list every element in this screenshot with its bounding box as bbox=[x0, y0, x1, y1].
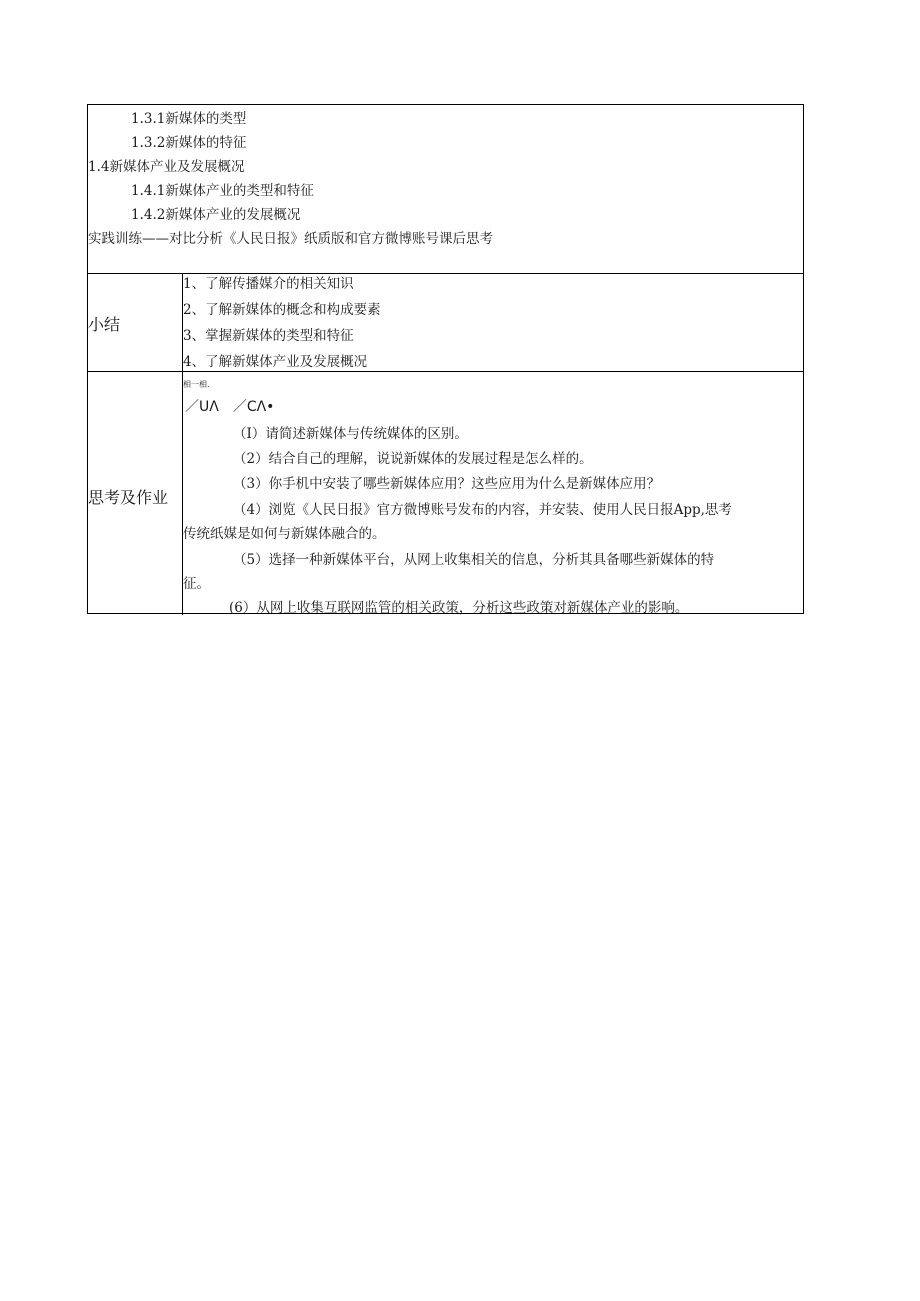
summary-row bbox=[88, 274, 803, 372]
summary-item-3: 3、掌握新媒体的类型和特征 bbox=[183, 328, 354, 344]
homework-label-cell bbox=[88, 372, 183, 615]
lesson-plan-table bbox=[87, 104, 804, 614]
summary-label-cell bbox=[88, 274, 183, 371]
homework-glyphs: ／UΛ ／CΛ• bbox=[185, 399, 275, 415]
outline-line-1-4-2: 1.4.2新媒体产业的发展概况 bbox=[131, 207, 301, 223]
outline-line-practice: 实践训练——对比分析《人民日报》纸质版和官方微博账号课后思考 bbox=[88, 231, 493, 247]
outline-line-1-3-2: 1.3.2新媒体的特征 bbox=[131, 135, 247, 151]
outline-row bbox=[88, 105, 803, 274]
homework-question-3: （3）你手机中安装了哪些新媒体应用？这些应用为什么是新媒体应用？ bbox=[233, 476, 661, 492]
outline-line-1-4-1: 1.4.1新媒体产业的类型和特征 bbox=[131, 183, 314, 199]
summary-item-2: 2、了解新媒体的概念和构成要素 bbox=[183, 302, 381, 318]
homework-question-2: （2）结合自己的理解，说说新媒体的发展过程是怎么样的。 bbox=[233, 451, 593, 467]
homework-question-5-line-1: （5）选择一种新媒体平台，从网上收集相关的信息，分析其具备哪些新媒体的特 bbox=[233, 552, 715, 568]
homework-question-1: （I）请简述新媒体与传统媒体的区别。 bbox=[233, 426, 468, 442]
homework-content-cell bbox=[183, 372, 803, 615]
homework-question-5-line-2: 征。 bbox=[183, 576, 210, 592]
summary-item-4: 4、了解新媒体产业及发展概况 bbox=[183, 354, 368, 370]
homework-label: 思考及作业 bbox=[88, 488, 169, 507]
homework-question-6: (6）从网上收集互联网监管的相关政策，分析这些政策对新媒体产业的影响。 bbox=[229, 600, 689, 616]
summary-label: 小结 bbox=[88, 315, 121, 334]
homework-note: 相一相. bbox=[183, 380, 210, 389]
homework-question-4-line-1: （4）浏览《人民日报》官方微博账号发布的内容，并安装、使用人民日报App,思考 bbox=[233, 502, 732, 518]
homework-row bbox=[88, 372, 803, 615]
outline-line-1-4: 1.4新媒体产业及发展概况 bbox=[88, 159, 245, 175]
summary-item-1: 1、了解传播媒介的相关知识 bbox=[183, 276, 354, 292]
outline-line-1-3-1: 1.3.1新媒体的类型 bbox=[131, 111, 247, 127]
homework-question-4-line-2: 传统纸媒是如何与新媒体融合的。 bbox=[183, 526, 386, 542]
summary-content-cell bbox=[183, 274, 803, 371]
